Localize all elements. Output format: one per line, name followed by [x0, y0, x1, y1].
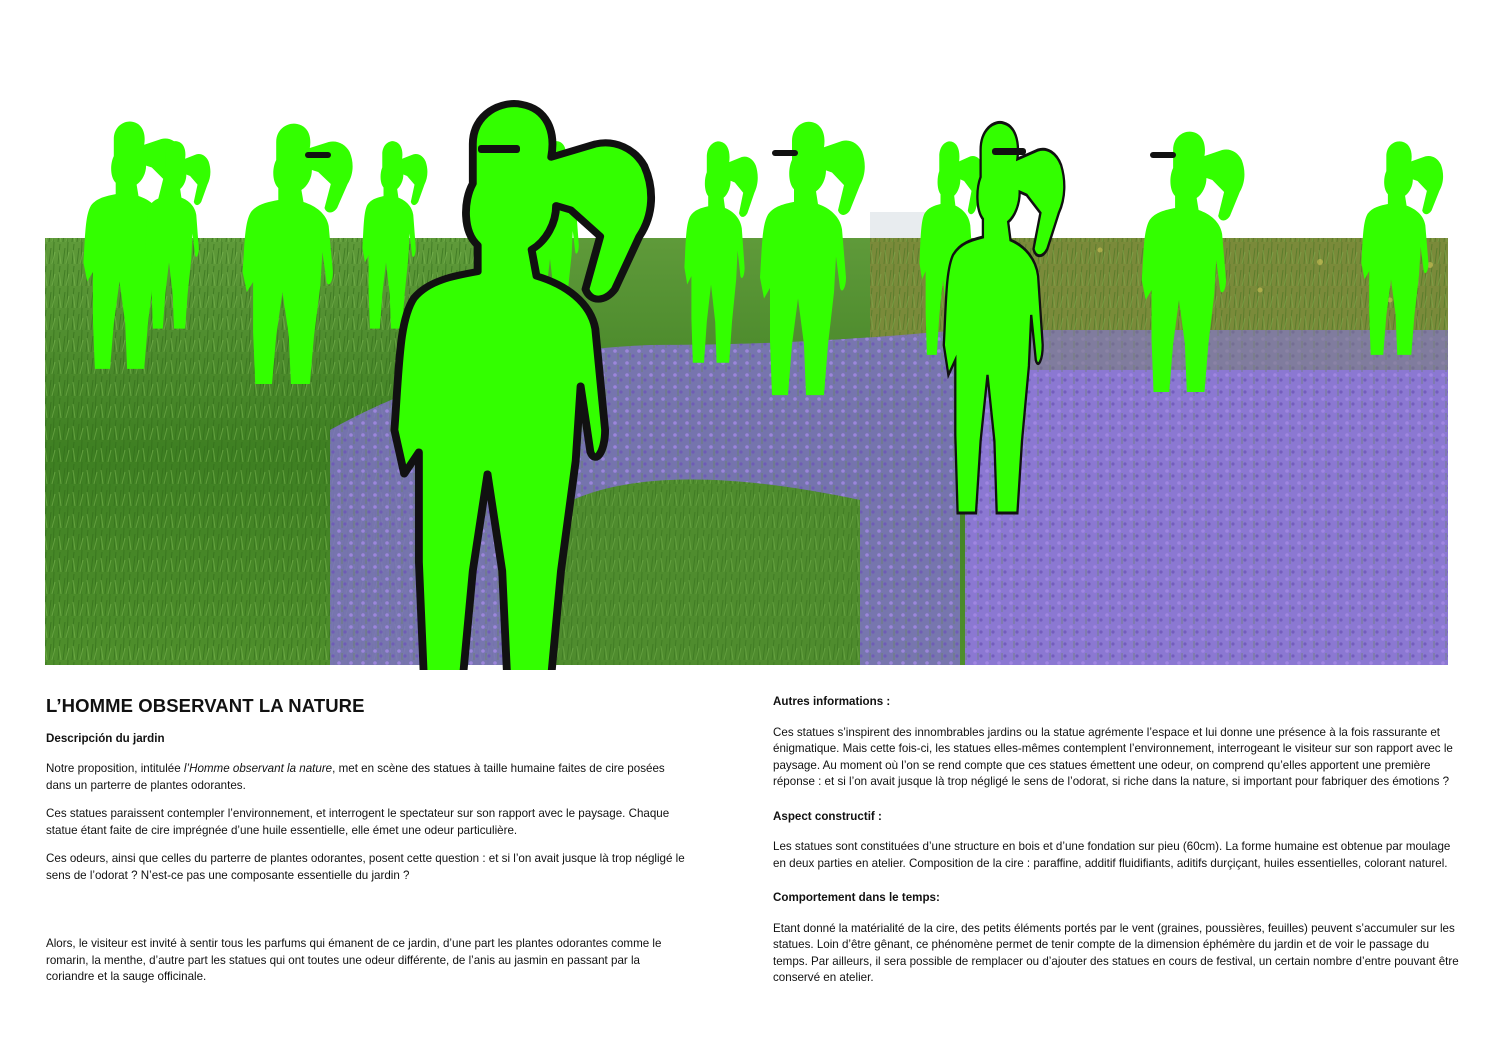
paragraph-behavior: Etant donné la matérialité de la cire, des petits éléments portés par le vent (graines, poussières, feuilles) peuvent s’accumuler sur les statues. Loin d’être gênant, ce phénomène permet de tenir compte de la dimension éphémère du jardin et de voir le passage du temps. Par ailleurs, il sera possible de remplacer ou d’ajouter des statues en cours de festival, un certain nombre d’entre pouvant être conservé en atelier.	[773, 921, 1459, 984]
section-heading-construction: Aspect constructif :	[773, 809, 882, 823]
paragraph-other-info: Ces statues s’inspirent des innombrables jardins ou la statue agrémente l’espace et lui donne une présence à la fois rassurante et énigmatique. Mais cette fois-ci, les statues elles-mêmes contemplent l’environnement, interrogeant le visiteur sur son rapport avec le paysage. Au moment où l’on se rend compte que ces statues émettent une odeur, on comprend qu’elles apportent une première réponse : et si l’on avait jusque là trop négligé le sens de l’odorat, si riche dans la nature, si important pour fabriquer des émotions ?	[773, 725, 1453, 788]
left-column	[46, 690, 686, 998]
intro-title-italic: l’Homme observant la nature	[183, 762, 333, 775]
spacer	[46, 896, 686, 936]
paragraph-statues: Ces statues paraissent contempler l’environnement, et interrogent le spectateur sur son rapport avec le paysage. Chaque statue étant faite de cire imprégnée d’une huile essentielle, elle émet une odeur particulière.	[46, 807, 670, 837]
paragraph-intro	[46, 761, 686, 794]
section-heading-behavior: Comportement dans le temps:	[773, 891, 940, 904]
right-column	[773, 694, 1463, 999]
intro-text-b: , met en scène des statues à taille humaine faites de cire posées dans un parterre de plantes odorantes.	[46, 762, 665, 792]
page-title: L’HOMME OBSERVANT LA NATURE	[46, 695, 365, 716]
section-heading-other-info: Autres informations :	[773, 695, 891, 708]
paragraph-visitor: Alors, le visiteur est invité à sentir tous les parfums qui émanent de ce jardin, d’une part les plantes odorantes comme le romarin, la menthe, d’autre part les statues qui ont toutes une odeur différente, de l’anis au jasmin en passant par la coriandre et la sauge officinale.	[46, 937, 662, 983]
paragraph-construction: Les statues sont constituées d’une structure en bois et d’une fondation sur pieu (60cm). La forme humaine est obtenue par moulage en deux parties en atelier. Composition de la cire : paraffine, additif fluidifiants, aditifs durçiçant, huiles essentielles, colorant naturel.	[773, 840, 1451, 870]
section-heading-description: Descripción du jardin	[46, 731, 165, 745]
paragraph-odors: Ces odeurs, ainsi que celles du parterre de plantes odorantes, posent cette question : et si l’on avait jusque là trop négligé le sens de l’odorat ? N’est-ce pas une composante essentielle du jardin ?	[46, 852, 685, 882]
intro-text-a: Notre proposition, intitulée	[46, 762, 184, 775]
